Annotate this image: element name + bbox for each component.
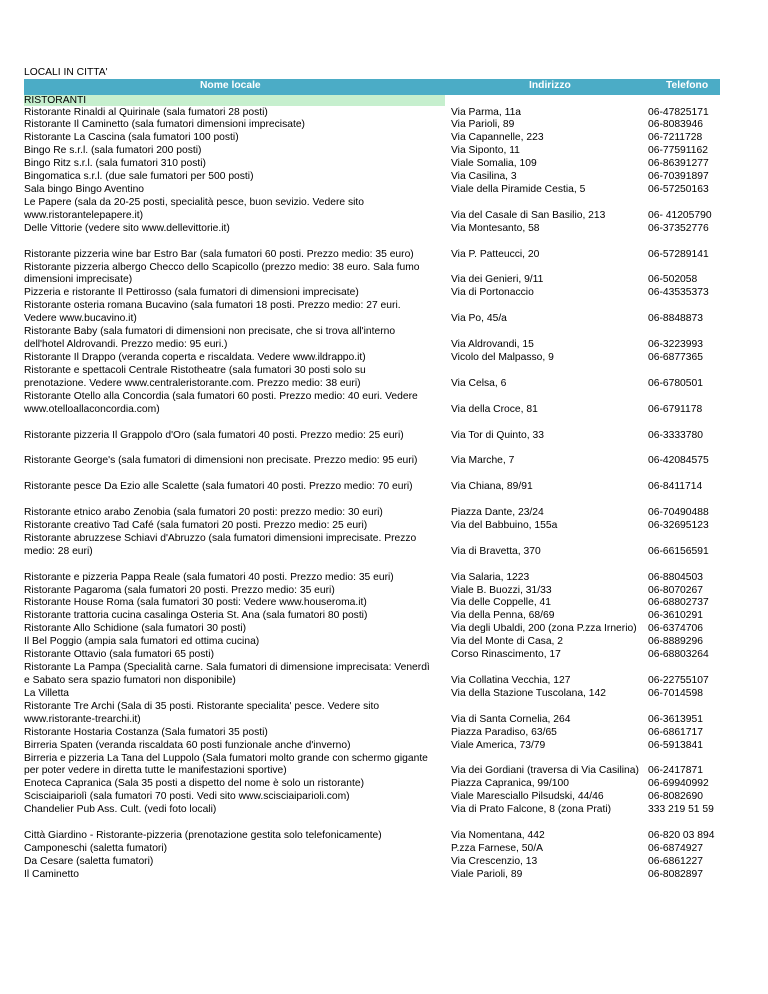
row-name-line: Chandelier Pub Ass. Cult. (vedi foto locali) [24, 804, 217, 816]
row-address: Via di Bravetta, 370 [451, 545, 541, 557]
column-header-phone: Telefono [666, 80, 709, 91]
row-name-line: Ristorante Il Drappo (veranda coperta e riscaldata. Vedere www.ildrappo.it) [24, 351, 366, 363]
row-name-line: Ristorante House Roma (sala fumatori 30 posti: Vedere www.houseroma.it) [24, 597, 367, 609]
row-phone: 06-8848873 [648, 313, 703, 325]
row-phone: 06-6791178 [648, 403, 703, 415]
row-address: Viale Parioli, 89 [451, 868, 523, 880]
row-name-line: Ristorante trattoria cucina casalinga Osteria St. Ana (sala fumatori 80 posti) [24, 610, 368, 622]
row-name-line: per poter vedere in diretta tutte le manifestazioni sportive) [24, 765, 287, 777]
row-phone: 06-66156591 [648, 545, 709, 557]
row-phone: 06-8070267 [648, 584, 703, 596]
row-name-line: Ristorante Pagaroma (sala fumatori 20 posti. Prezzo medio: 35 euri) [24, 584, 335, 596]
row-name-line: Bingomatica s.r.l. (due sale fumatori per 500 posti) [24, 171, 254, 183]
row-name-line: Il Caminetto [24, 868, 79, 880]
row-address: Via del Babbuino, 155a [451, 519, 558, 531]
row-name-line: Bingo Ritz s.r.l. (sala fumatori 310 posti) [24, 158, 206, 170]
row-phone: 06-3610291 [648, 610, 703, 622]
row-name-line: Vedere www.bucavino.it) [24, 313, 137, 325]
row-name-line: e Sabato sera spazio fumatori non disponibile) [24, 674, 236, 686]
row-name-line: Birreria e pizzeria La Tana del Luppolo (Sala fumatori molto grande con schermo gigante [24, 752, 428, 764]
row-address: Via Montesanto, 58 [451, 222, 540, 234]
row-address: Via Capannelle, 223 [451, 132, 544, 144]
row-name-line: Ristorante George's (sala fumatori di dimensioni non precisate. Prezzo medio: 95 euri) [24, 455, 418, 467]
row-address: Via della Penna, 68/69 [451, 610, 555, 622]
row-phone: 06-8082690 [648, 791, 703, 803]
row-phone: 06-8889296 [648, 636, 703, 648]
row-address: Viale B. Buozzi, 31/33 [451, 584, 552, 596]
row-address: Via di Prato Falcone, 8 (zona Prati) [451, 804, 612, 816]
row-phone: 06-2417871 [648, 765, 703, 777]
row-address: Via degli Ubaldi, 200 (zona P.zza Irnerio) [451, 623, 637, 635]
row-name-line: Camponeschi (saletta fumatori) [24, 842, 168, 854]
row-address: Viale Maresciallo Pilsudski, 44/46 [451, 791, 604, 803]
row-name-line: Ristorante etnico arabo Zenobia (sala fumatori 20 posti: prezzo medio: 30 euri) [24, 507, 383, 519]
row-address: Via delle Coppelle, 41 [451, 597, 551, 609]
row-name-line: www.ristorante-trearchi.it) [24, 713, 141, 725]
row-phone: 06-7211728 [648, 132, 703, 144]
row-phone: 06-69940992 [648, 778, 709, 790]
row-name-line: Il Bel Poggio (ampia sala fumatori ed ottima cucina) [24, 636, 260, 648]
row-phone: 06-32695123 [648, 519, 709, 531]
row-name-line: Birreria Spaten (veranda riscaldata 60 posti funzionale anche d'inverno) [24, 739, 351, 751]
row-address: Via del Casale di San Basilio, 213 [451, 209, 606, 221]
row-name-line: Scisciaipariolì (sala fumatori 70 posti. Vedi sito www.scisciaiparioli.com) [24, 791, 350, 803]
row-address: Viale della Piramide Cestia, 5 [451, 184, 586, 196]
row-phone: 06-7014598 [648, 687, 703, 699]
row-phone: 06-37352776 [648, 222, 709, 234]
row-name-line: Ristorante pizzeria wine bar Estro Bar (sala fumatori 60 posti. Prezzo medio: 35 euro) [24, 248, 414, 260]
row-address: Via Tor di Quinto, 33 [451, 429, 544, 441]
row-name-line: Le Papere (sala da 20-25 posti, specialità pesce, buon sevizio. Vedere sito [24, 196, 365, 208]
row-phone: 06-3613951 [648, 713, 703, 725]
row-name-line: Ristorante Allo Schidione (sala fumatori 30 posti) [24, 623, 247, 635]
row-name-line: Ristorante Rinaldi al Quirinale (sala fumatori 28 posti) [24, 106, 268, 118]
row-name-line: Ristorante Ottavio (sala fumatori 65 posti) [24, 649, 214, 661]
row-address: Via Casilina, 3 [451, 171, 517, 183]
row-phone: 06-68802737 [648, 597, 709, 609]
row-address: Via di Santa Cornelia, 264 [451, 713, 571, 725]
row-address: Via della Stazione Tuscolana, 142 [451, 687, 606, 699]
row-phone: 06-8411714 [648, 481, 703, 493]
row-phone: 06-6861227 [648, 855, 703, 867]
row-phone: 06-6874927 [648, 842, 703, 854]
section-label: RISTORANTI [24, 95, 445, 106]
row-name-line: Ristorante Baby (sala fumatori di dimensioni non precisate, che si trova all'interno [24, 326, 396, 338]
row-name-line: Ristorante La Pampa (Specialità carne. Sala fumatori di dimensione imprecisata: Venerdì [24, 662, 430, 674]
row-address: Via dei Genieri, 9/11 [451, 274, 544, 286]
row-name-line: Bingo Re s.r.l. (sala fumatori 200 posti) [24, 145, 202, 157]
row-address: Via Siponto, 11 [451, 145, 520, 157]
row-name-line: prenotazione. Vedere www.centraleristorante.com. Prezzo medio: 38 euri) [24, 377, 361, 389]
row-name-line: www.otelloallaconcordia.com) [24, 403, 160, 415]
row-address: Via Marche, 7 [451, 455, 515, 467]
row-phone: 06-77591162 [648, 145, 708, 157]
row-address: Viale Somalia, 109 [451, 158, 537, 170]
row-name-line: medio: 28 euri) [24, 545, 93, 557]
row-phone: 06- 41205790 [648, 209, 712, 221]
row-phone: 06-820 03 894 [648, 830, 715, 842]
row-phone: 06-22755107 [648, 674, 709, 686]
row-phone: 06-68803264 [648, 649, 709, 661]
row-name-line: Città Giardino - Ristorante-pizzeria (prenotazione gestita solo telefonicamente) [24, 830, 382, 842]
row-phone: 06-5913841 [648, 739, 703, 751]
row-address: Via Nomentana, 442 [451, 830, 545, 842]
row-name-line: Ristorante Tre Archi (Sala di 35 posti. Ristorante specialita' pesce. Vedere sito [24, 700, 380, 712]
row-address: P.zza Farnese, 50/A [451, 842, 543, 854]
document-title: LOCALI IN CITTA' [24, 67, 108, 78]
row-address: Piazza Capranica, 99/100 [451, 778, 569, 790]
row-address: Via Salaria, 1223 [451, 571, 530, 583]
row-name-line: www.ristorantelepapere.it) [24, 209, 144, 221]
row-name-line: Ristorante Hostaria Costanza (Sala fumatori 35 posti) [24, 726, 268, 738]
row-phone: 06-57250163 [648, 184, 709, 196]
row-name-line: Ristorante pesce Da Ezio alle Scalette (sala fumatori 40 posti. Prezzo medio: 70 euri) [24, 481, 413, 493]
row-name-line: dimensioni imprecisate) [24, 274, 133, 286]
row-address: Via di Portonaccio [451, 287, 534, 299]
row-address: Via dei Gordiani (traversa di Via Casilina) [451, 765, 639, 777]
row-address: Via della Croce, 81 [451, 403, 538, 415]
row-phone: 06-3333780 [648, 429, 703, 441]
row-name-line: Da Cesare (saletta fumatori) [24, 855, 154, 867]
row-address: Via Chiana, 89/91 [451, 481, 533, 493]
row-address: Via Parioli, 89 [451, 119, 515, 131]
row-name-line: Ristorante abruzzese Schiavi d'Abruzzo (sala fumatori dimensioni imprecisate. Prezzo [24, 532, 417, 544]
row-address: Corso Rinascimento, 17 [451, 649, 561, 661]
row-phone: 06-8083946 [648, 119, 703, 131]
row-address: Via Celsa, 6 [451, 377, 507, 389]
row-phone: 06-42084575 [648, 455, 709, 467]
row-phone: 06-47825171 [648, 106, 709, 118]
row-name-line: Ristorante e pizzeria Pappa Reale (sala fumatori 40 posti. Prezzo medio: 35 euri) [24, 571, 394, 583]
row-name-line: Ristorante creativo Tad Café (sala fumatori 20 posti. Prezzo medio: 25 euri) [24, 519, 368, 531]
row-address: Vicolo del Malpasso, 9 [451, 351, 554, 363]
row-name-line: Ristorante e spettacoli Centrale Ristotheatre (sala fumatori 30 posti solo su [24, 364, 366, 376]
row-phone: 06-70391897 [648, 171, 709, 183]
row-name-line: Ristorante La Cascina (sala fumatori 100 posti) [24, 132, 239, 144]
row-address: Piazza Paradiso, 63/65 [451, 726, 557, 738]
row-phone: 06-3223993 [648, 339, 703, 351]
row-name-line: Ristorante pizzeria Il Grappolo d'Oro (sala fumatori 40 posti. Prezzo medio: 25 euri) [24, 429, 404, 441]
row-address: Via Crescenzio, 13 [451, 855, 538, 867]
row-phone: 06-8804503 [648, 571, 703, 583]
row-phone: 333 219 51 59 [648, 804, 714, 816]
row-address: Via Aldrovandi, 15 [451, 339, 534, 351]
row-phone: 06-8082897 [648, 868, 703, 880]
row-address: Piazza Dante, 23/24 [451, 507, 544, 519]
row-phone: 06-6877365 [648, 351, 703, 363]
row-name-line: Ristorante osteria romana Bucavino (sala fumatori 18 posti. Prezzo medio: 27 euri. [24, 300, 401, 312]
row-name-line: Enoteca Capranica (Sala 35 posti a dispetto del nome è solo un ristorante) [24, 778, 364, 790]
row-name-line: La Villetta [24, 687, 70, 699]
row-name-line: Pizzeria e ristorante Il Pettirosso (sala fumatori di dimensioni imprecisate) [24, 287, 359, 299]
row-phone: 06-57289141 [648, 248, 709, 260]
row-phone: 06-6861717 [648, 726, 703, 738]
row-phone: 06-86391277 [648, 158, 709, 170]
row-phone: 06-6374706 [648, 623, 703, 635]
row-name-line: Ristorante Otello alla Concordia (sala fumatori 60 posti. Prezzo medio: 40 euri. Vedere [24, 390, 418, 402]
row-phone: 06-502058 [648, 274, 698, 286]
row-phone: 06-43535373 [648, 287, 709, 299]
row-phone: 06-70490488 [648, 507, 709, 519]
row-address: Via Parma, 11a [451, 106, 522, 118]
row-address: Via P. Patteucci, 20 [451, 248, 540, 260]
row-address: Via Po, 45/a [451, 313, 507, 325]
row-name-line: Ristorante Il Caminetto (sala fumatori dimensioni imprecisate) [24, 119, 305, 131]
row-address: Viale America, 73/79 [451, 739, 546, 751]
row-name-line: Delle Vittorie (vedere sito www.dellevittorie.it) [24, 222, 230, 234]
row-address: Via del Monte di Casa, 2 [451, 636, 563, 648]
row-name-line: dell'hotel Aldrovandi. Prezzo medio: 95 euri.) [24, 339, 228, 351]
row-name-line: Ristorante pizzeria albergo Checco dello Scapicollo (prezzo medio: 38 euro. Sala fumo [24, 261, 420, 273]
row-phone: 06-6780501 [648, 377, 703, 389]
column-header-name: Nome locale [200, 80, 261, 91]
table-header [24, 79, 720, 95]
column-header-address: Indirizzo [529, 80, 571, 91]
row-name-line: Sala bingo Bingo Aventino [24, 184, 145, 196]
row-address: Via Collatina Vecchia, 127 [451, 674, 571, 686]
